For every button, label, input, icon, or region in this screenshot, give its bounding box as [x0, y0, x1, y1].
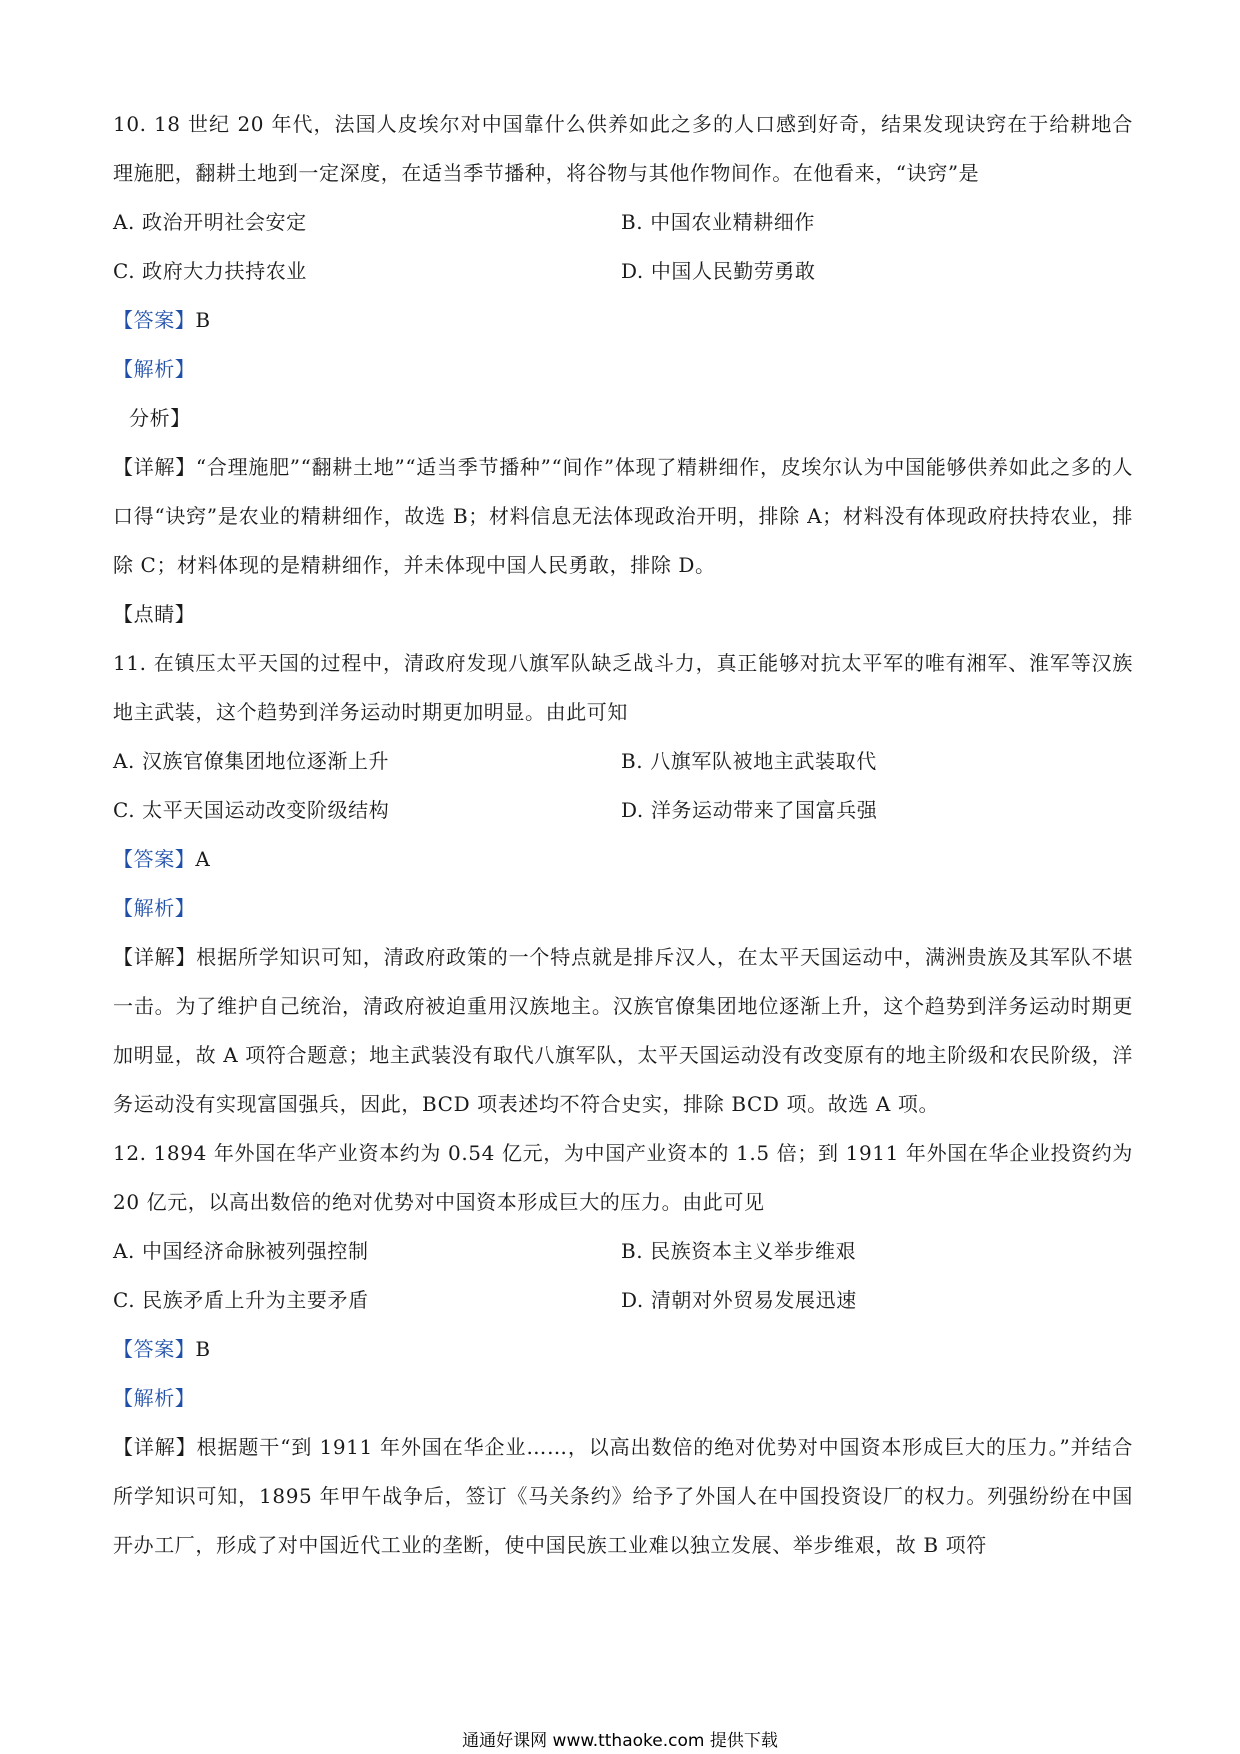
question-10 — [113, 100, 1133, 639]
option-d: D. 清朝对外贸易发展迅速 — [621, 1288, 857, 1312]
detail-paragraph — [113, 443, 1133, 590]
answer-tag: 【答案】 — [113, 308, 196, 332]
detail-text: 根据所学知识可知，清政府政策的一个特点就是排斥汉人，在太平天国运动中，满洲贵族及其军队不堪一击。为了维护自己统治，清政府被迫重用汉族地主。汉族官僚集团地位逐渐上升，这个趋势到洋务运动时期更加明显，故 A 项符合题意；地主武装没有取代八旗军队，太平天国运动没有改变原有的地主阶级和农民阶级，洋务运动没有实现富国强兵，因此，BCD 项表述均不符合史实，排除 BCD 项。故选 A 项。 — [113, 945, 1134, 1116]
option-d: D. 中国人民勤劳勇敢 — [621, 259, 816, 283]
option-a: A. 汉族官僚集团地位逐渐上升 — [113, 749, 390, 773]
analysis-tag: 【解析】 — [113, 1386, 196, 1410]
detail-tag: 【详解】 — [113, 945, 197, 969]
answer-line — [113, 835, 1133, 884]
detail-paragraph — [113, 1423, 1133, 1570]
detail-text: 根据题干“到 1911 年外国在华企业……，以高出数倍的绝对优势对中国资本形成巨大的压力。”并结合所学知识可知，1895 年甲午战争后，签订《马关条约》给予了外国人在中国投资设厂的权力。列强纷纷在中国开办工厂，形成了对中国近代工业的垄断，使中国民族工业难以独立发展、举步维艰，故 B 项符 — [113, 1435, 1133, 1557]
option-b: B. 八旗军队被地主武装取代 — [621, 749, 877, 773]
option-c: C. 政府大力扶持农业 — [113, 259, 307, 283]
answer-value: A — [195, 847, 211, 871]
option-a: A. 中国经济命脉被列强控制 — [113, 1239, 369, 1263]
detail-paragraph — [113, 933, 1133, 1129]
analysis-tag: 【解析】 — [113, 896, 196, 920]
option-c: C. 民族矛盾上升为主要矛盾 — [113, 1288, 369, 1312]
option-a: A. 政治开明社会安定 — [113, 210, 307, 234]
question-stem: 11. 在镇压太平天国的过程中，清政府发现八旗军队缺乏战斗力，真正能够对抗太平军的唯有湘军、淮军等汉族地主武装，这个趋势到洋务运动时期更加明显。由此可知 — [113, 651, 1133, 724]
option-b: B. 民族资本主义举步维艰 — [621, 1239, 857, 1263]
answer-line — [113, 1325, 1133, 1374]
options-list — [113, 1227, 1133, 1325]
option-d: D. 洋务运动带来了国富兵强 — [621, 798, 878, 822]
option-b: B. 中国农业精耕细作 — [621, 210, 816, 234]
question-stem: 10. 18 世纪 20 年代，法国人皮埃尔对中国靠什么供养如此之多的人口感到好奇，结果发现诀窍在于给耕地合理施肥，翻耕土地到一定深度，在适当季节播种，将谷物与其他作物间作。在他看来，“诀窍”是 — [113, 112, 1133, 185]
answer-value: B — [195, 1337, 211, 1361]
answer-tag: 【答案】 — [113, 1337, 196, 1361]
answer-line — [113, 296, 1133, 345]
detail-tag: 【详解】 — [113, 455, 196, 479]
detail-text: “合理施肥”“翻耕土地”“适当季节播种”“间作”体现了精耕细作，皮埃尔认为中国能够供养如此之多的人口得“诀窍”是农业的精耕细作，故选 B；材料信息无法体现政治开明，排除 A；材料没有体现政府扶持农业，排除 C；材料体现的是精耕细作，并未体现中国人民勇敢，排除 D。 — [113, 455, 1133, 577]
options-list — [113, 737, 1133, 835]
question-11 — [113, 639, 1133, 1129]
question-12 — [113, 1129, 1133, 1570]
document-page — [113, 100, 1133, 1570]
analysis-extra: 分析】 — [129, 406, 191, 430]
option-c: C. 太平天国运动改变阶级结构 — [113, 798, 390, 822]
answer-value: B — [195, 308, 211, 332]
options-list — [113, 198, 1133, 296]
detail-tag: 【详解】 — [113, 1435, 197, 1459]
page-footer: 通通好课网 www.tthaoke.com 提供下载 — [462, 1731, 778, 1751]
answer-tag: 【答案】 — [113, 847, 196, 871]
question-stem: 12. 1894 年外国在华产业资本约为 0.54 亿元，为中国产业资本的 1.5 倍；到 1911 年外国在华企业投资约为 20 亿元，以高出数倍的绝对优势对中国资本形成巨大的压力。由此可见 — [113, 1141, 1133, 1214]
note-tag: 【点睛】 — [113, 602, 196, 626]
analysis-tag: 【解析】 — [113, 357, 196, 381]
